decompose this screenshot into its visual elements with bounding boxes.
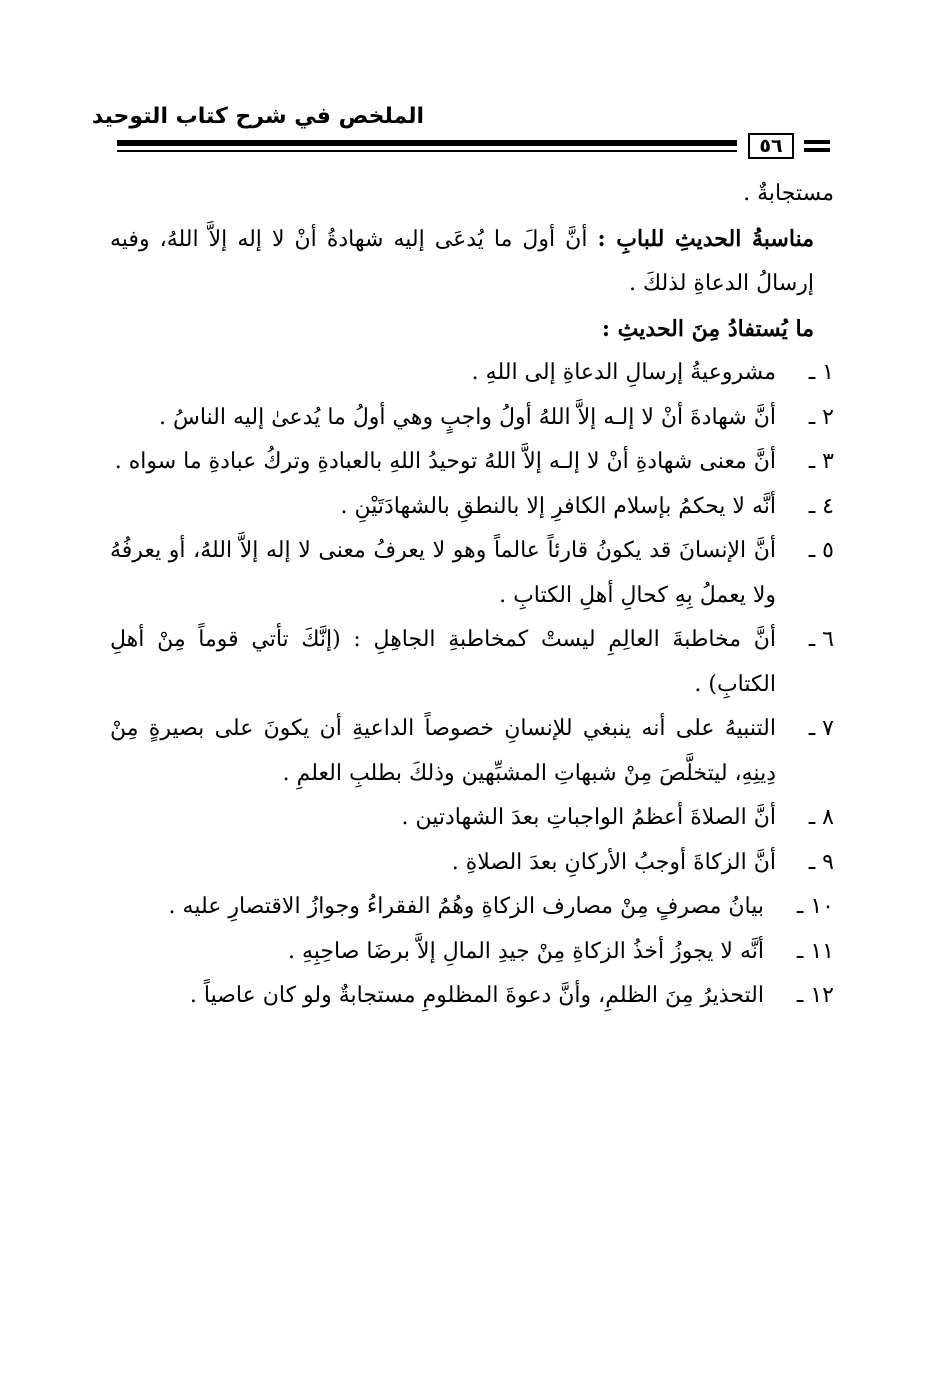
- list-item: [110, 885, 834, 930]
- list-item-number: ٩ ـ: [808, 849, 834, 875]
- list-item-text: أنَّه لا يحكمُ بإسلام الكافرِ إلا بالنطقِ بالشهادَتَيْنِ .: [340, 493, 776, 519]
- list-item-text: أنَّ الإنسانَ قد يكونُ قارئاً عالماً وهو لا يعرفُ معنى لا إله إلاَّ اللهُ، أو يعرفُهُ ولا يعملُ بِهِ كحالِ أهلِ الكتابِ .: [110, 538, 776, 608]
- list-item: [110, 440, 834, 485]
- list-item-text: أنَّه لا يجوزُ أخذُ الزكاةِ مِنْ جيدِ المالِ إلاَّ برضَا صاحِبِهِ .: [288, 938, 764, 964]
- list-item: [110, 529, 834, 618]
- list-item-number: ١١ ـ: [796, 938, 834, 964]
- list-item-number: ١٠ ـ: [796, 894, 834, 919]
- relevance-text: أنَّ أولَ ما يُدعَى إليه شهادةُ أنْ لا إله إلاَّ اللهُ، وفيه إرسالُ الدعاةِ لذلكَ .: [110, 226, 814, 296]
- list-item-text: بيانُ مصرفٍ مِنْ مصارف الزكاةِ وهُمُ الفقراءُ وجوازُ الاقتصارِ عليه .: [168, 894, 764, 919]
- list-item: [110, 618, 834, 707]
- header-rule-thin: [117, 150, 737, 152]
- list-item-number: ٦ ـ: [808, 627, 834, 652]
- list-item-number: ٨ ـ: [808, 805, 834, 830]
- list-item-number: ١ ـ: [808, 360, 834, 385]
- list-item-number: ١٢ ـ: [796, 983, 834, 1008]
- list-item-text: التنبيهُ على أنه ينبغي للإنسانِ خصوصاً الداعيةِ أن يكونَ على بصيرةٍ مِنْ دِينِهِ، ليتخلَّصَ مِنْ شبهاتِ المشبِّهين وذلكَ بطلبِ العلمِ .: [110, 716, 776, 786]
- list-item-number: ٤ ـ: [808, 493, 834, 519]
- list-item-text: أنَّ مخاطبةَ العالِمِ ليستْ كمخاطبةِ الجاهِلِ : (إنَّكَ تأتي قوماً مِنْ أهلِ الكتابِ) .: [110, 627, 776, 697]
- page-number: ٥٦: [748, 133, 794, 159]
- list-item-text: التحذيرُ مِنَ الظلمِ، وأنَّ دعوةَ المظلومِ مستجابةٌ ولو كان عاصياً .: [189, 983, 764, 1008]
- list-item-text: أنَّ شهادةَ أنْ لا إلـه إلاَّ اللهُ أولُ واجبٍ وهي أولُ ما يُدعىٰ إليه الناسُ .: [158, 404, 776, 430]
- page-body: [110, 172, 834, 1019]
- list-item-number: ٣ ـ: [808, 449, 834, 474]
- list-item: [110, 485, 834, 530]
- list-item-number: ٥ ـ: [808, 538, 834, 563]
- list-item-number: ٧ ـ: [808, 716, 834, 741]
- list-item-text: أنَّ الصلاةَ أعظمُ الواجباتِ بعدَ الشهادتين .: [401, 805, 776, 830]
- list-item: [110, 930, 834, 975]
- header-rule-thick: [117, 140, 737, 146]
- list-item: [110, 974, 834, 1019]
- list-item: [110, 707, 834, 796]
- list-item-text: أنَّ الزكاةَ أوجبُ الأركانِ بعدَ الصلاةِ .: [451, 849, 776, 875]
- list-item-text: أنَّ معنى شهادةِ أنْ لا إلـه إلاَّ اللهُ توحيدُ اللهِ بالعبادةِ وتركُ عبادةِ ما سواه .: [114, 449, 776, 474]
- list-item: [110, 351, 834, 396]
- page-number-mark-bottom: [804, 148, 830, 152]
- list-item: [110, 796, 834, 841]
- list-item: [110, 841, 834, 886]
- benefits-heading: ما يُستفادُ مِنَ الحديثِ :: [601, 315, 814, 342]
- running-header-title: الملخص في شرح كتاب التوحيد: [91, 104, 424, 129]
- opening-line: مستجابةٌ .: [743, 181, 834, 206]
- relevance-label: مناسبةُ الحديثِ للبابِ :: [597, 225, 814, 252]
- list-item-text: مشروعيةُ إرسالِ الدعاةِ إلى اللهِ .: [471, 360, 776, 385]
- page-number-mark-top: [804, 140, 830, 144]
- list-item: [110, 396, 834, 441]
- list-item-number: ٢ ـ: [808, 404, 834, 430]
- relevance-paragraph: [110, 217, 834, 307]
